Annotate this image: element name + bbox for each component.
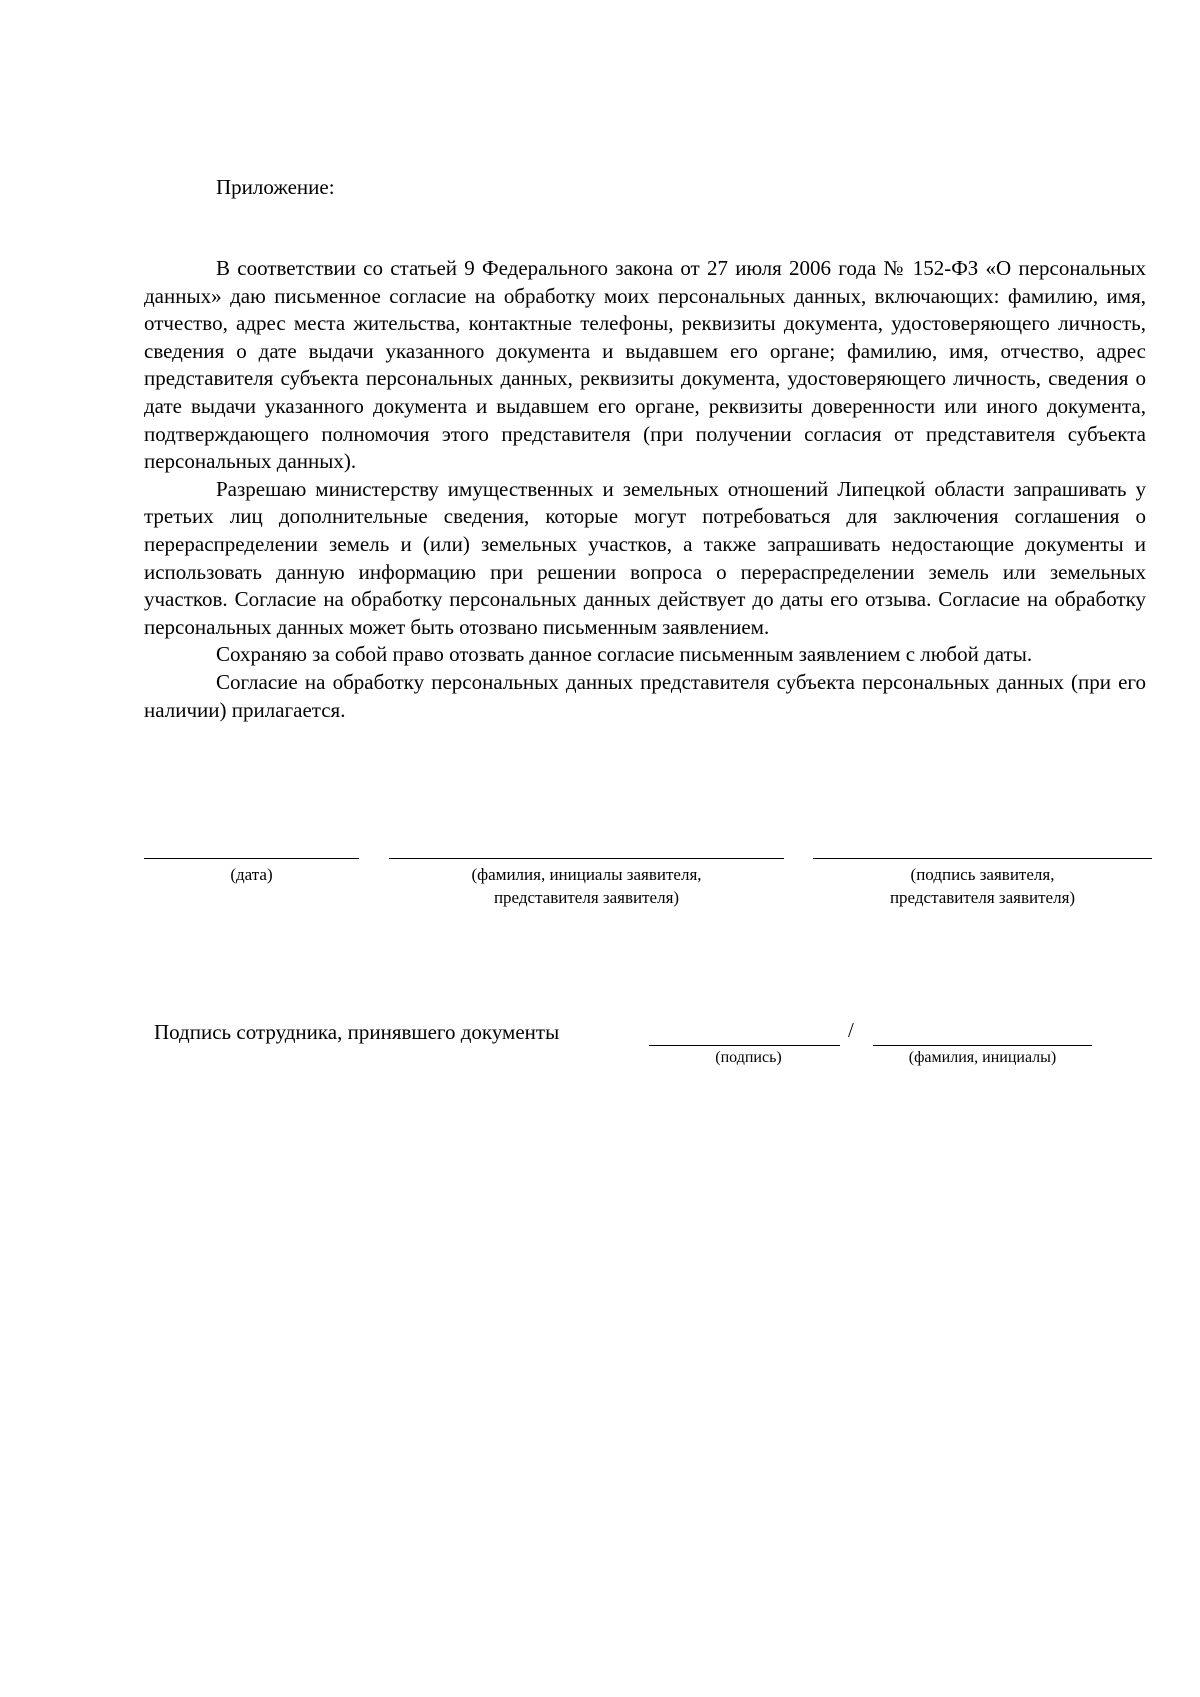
paragraph-legal-basis: В соответствии со статьей 9 Федерального закона от 27 июля 2006 года № 152-ФЗ «О персональных данных» даю письменное согласие на обработку моих персональных данных, включающих: фамилию, имя, отчество, адрес места жительства, контактные телефоны, реквизиты документа, удостоверяющего личность, сведения о дате выдачи указанного документа и выдавшем его органе; фамилию, имя, отчество, адрес представителя субъекта персональных данных, реквизиты документа, удостоверяющего личность, сведения о дате выдачи указанного документа и выдавшем его органе, реквизиты доверенности или иного документа, подтверждающего полномочия этого представителя (при получении согласия от представителя субъекта персональных данных). xyxy=(144,256,1146,474)
staff-signature-label: Подпись сотрудника, принявшего документы xyxy=(154,1020,560,1044)
date-line[interactable] xyxy=(144,858,359,859)
separator-slash: / xyxy=(848,1018,854,1042)
staff-signature-caption: (подпись) xyxy=(715,1049,782,1066)
paragraph-revocation: Сохраняю за собой право отозвать данное согласие письменным заявлением с любой даты. xyxy=(216,642,1033,667)
staff-name-caption: (фамилия, инициалы) xyxy=(908,1049,1057,1066)
appendix-heading: Приложение: xyxy=(216,175,335,199)
applicant-signature-line[interactable] xyxy=(813,858,1152,859)
staff-name-line[interactable] xyxy=(873,1045,1092,1046)
paragraph-representative-consent: Согласие на обработку персональных данных представителя субъекта персональных данных (при его наличии) прилагается. xyxy=(144,669,1146,722)
applicant-name-line[interactable] xyxy=(389,858,784,859)
paragraph-permission: Разрешаю министерству имущественных и земельных отношений Липецкой области запрашивать у третьих лиц дополнительные сведения, которые могут потребоваться для заключения соглашения о перераспределении земель и (или) земельных участков, а также запрашивать недостающие документы и использовать данную информацию при решении вопроса о перераспределении земель или земельных участков. Согласие на обработку персональных данных действует до даты его отзыва. Согласие на обработку персональных данных может быть отозвано письменным заявлением. xyxy=(144,476,1146,639)
applicant-name-caption-2: представителя заявителя) xyxy=(493,888,680,907)
applicant-name-caption-1: (фамилия, инициалы заявителя, xyxy=(471,865,702,884)
applicant-signature-caption-2: представителя заявителя) xyxy=(889,888,1076,907)
date-caption: (дата) xyxy=(230,865,273,884)
staff-signature-line[interactable] xyxy=(649,1045,840,1046)
consent-text xyxy=(144,255,1146,724)
applicant-signature-caption-1: (подпись заявителя, xyxy=(910,865,1055,884)
